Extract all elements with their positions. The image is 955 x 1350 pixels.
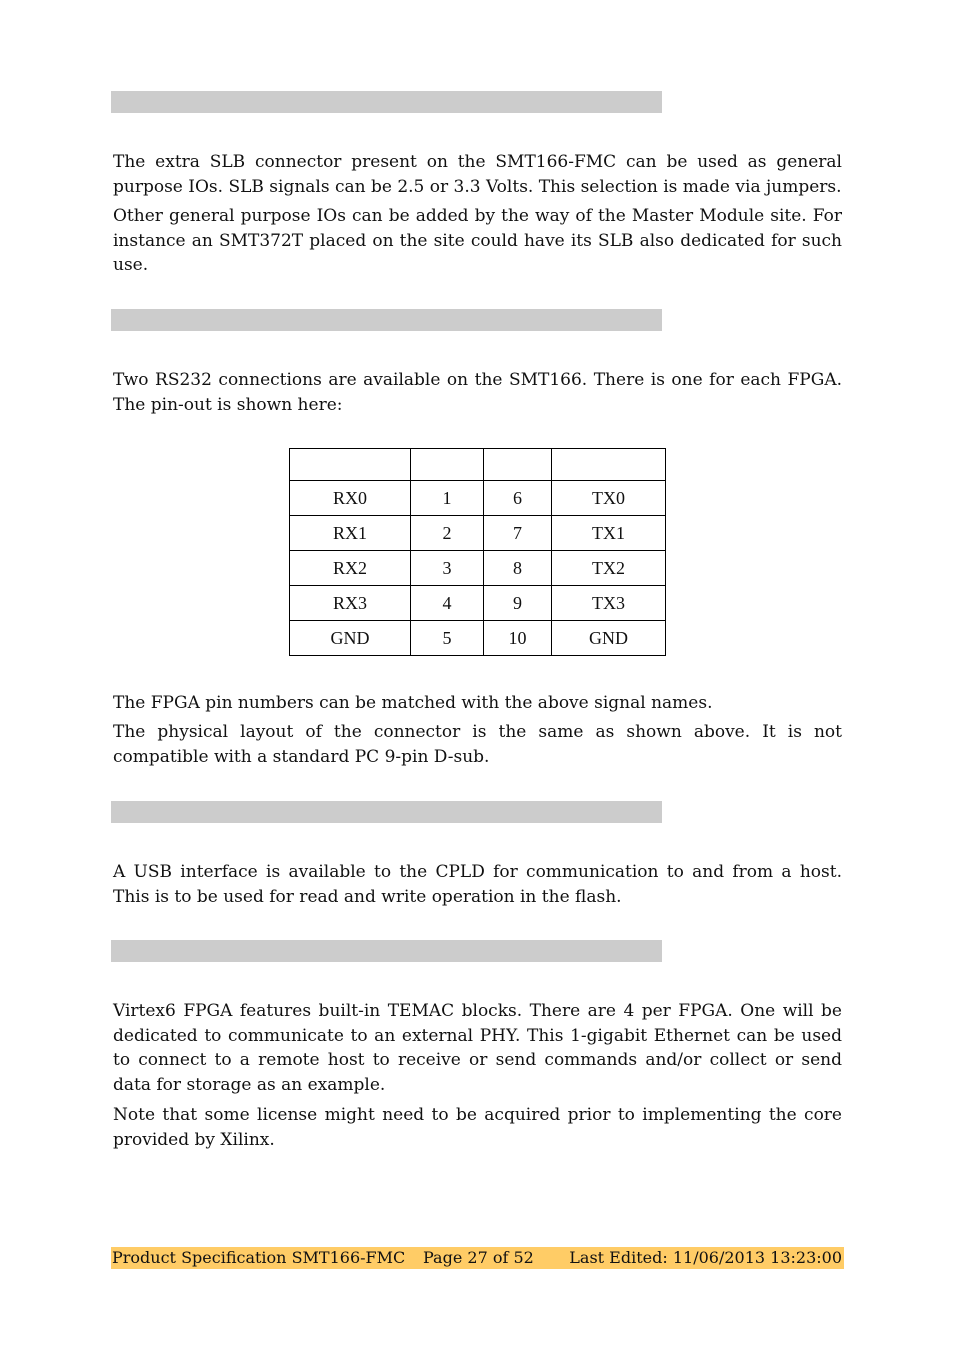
table-row	[290, 621, 666, 656]
paragraph-rs232-intro: Two RS232 connections are available on the SMT166. There is one for each FPGA. The pin-out is shown here:	[113, 370, 842, 415]
footer-product: Product Specification SMT166-FMC	[112, 1248, 406, 1267]
table-cell: 7	[484, 516, 552, 551]
table-row	[290, 551, 666, 586]
table-cell: 6	[484, 481, 552, 516]
table-header-row	[290, 449, 666, 481]
table-cell: RX1	[290, 516, 411, 551]
table-header-cell	[484, 449, 552, 481]
rs232-pinout-table	[289, 448, 666, 656]
table-row	[290, 586, 666, 621]
table-cell: 9	[484, 586, 552, 621]
table-header-cell	[552, 449, 666, 481]
table-cell: 10	[484, 621, 552, 656]
table-cell: TX1	[552, 516, 666, 551]
table-cell: GND	[552, 621, 666, 656]
paragraph-temac: Virtex6 FPGA features built-in TEMAC blocks. There are 4 per FPGA. One will be dedicated to communicate to an external PHY. This 1-gigabit Ethernet can be used to connect to a remote host to receive or send commands and/or collect or send data for storage as an example.	[113, 1001, 842, 1095]
section-heading-bar	[111, 801, 662, 823]
table-row	[290, 481, 666, 516]
paragraph-fpga-pins: The FPGA pin numbers can be matched with the above signal names.	[113, 693, 713, 713]
table-cell: RX0	[290, 481, 411, 516]
paragraph-slb-master: Other general purpose IOs can be added by the way of the Master Module site. For instance an SMT372T placed on the site could have its SLB also dedicated for such use.	[113, 206, 842, 275]
table-cell: 5	[411, 621, 484, 656]
table-cell: 1	[411, 481, 484, 516]
paragraph-physical-layout: The physical layout of the connector is the same as shown above. It is not compatible with a standard PC 9-pin D-sub.	[113, 722, 842, 767]
table-cell: TX0	[552, 481, 666, 516]
footer-page-number: Page 27 of 52	[423, 1248, 534, 1267]
table-cell: 2	[411, 516, 484, 551]
table-cell: 8	[484, 551, 552, 586]
table-row	[290, 516, 666, 551]
page-footer	[111, 1247, 844, 1269]
table-cell: 4	[411, 586, 484, 621]
table-cell: TX3	[552, 586, 666, 621]
table-cell: 3	[411, 551, 484, 586]
section-heading-bar	[111, 91, 662, 113]
table-cell: RX3	[290, 586, 411, 621]
paragraph-slb-intro: The extra SLB connector present on the SMT166-FMC can be used as general purpose IOs. SLB signals can be 2.5 or 3.3 Volts. This selection is made via jumpers.	[113, 152, 842, 197]
paragraph-license: Note that some license might need to be acquired prior to implementing the core provided by Xilinx.	[113, 1105, 842, 1150]
footer-last-edited: Last Edited: 11/06/2013 13:23:00	[569, 1248, 842, 1267]
section-heading-bar	[111, 309, 662, 331]
table-header-cell	[290, 449, 411, 481]
table-cell: TX2	[552, 551, 666, 586]
table-cell: RX2	[290, 551, 411, 586]
table-header-cell	[411, 449, 484, 481]
table-cell: GND	[290, 621, 411, 656]
section-heading-bar	[111, 940, 662, 962]
paragraph-usb: A USB interface is available to the CPLD for communication to and from a host. This is to be used for read and write operation in the flash.	[113, 862, 842, 907]
